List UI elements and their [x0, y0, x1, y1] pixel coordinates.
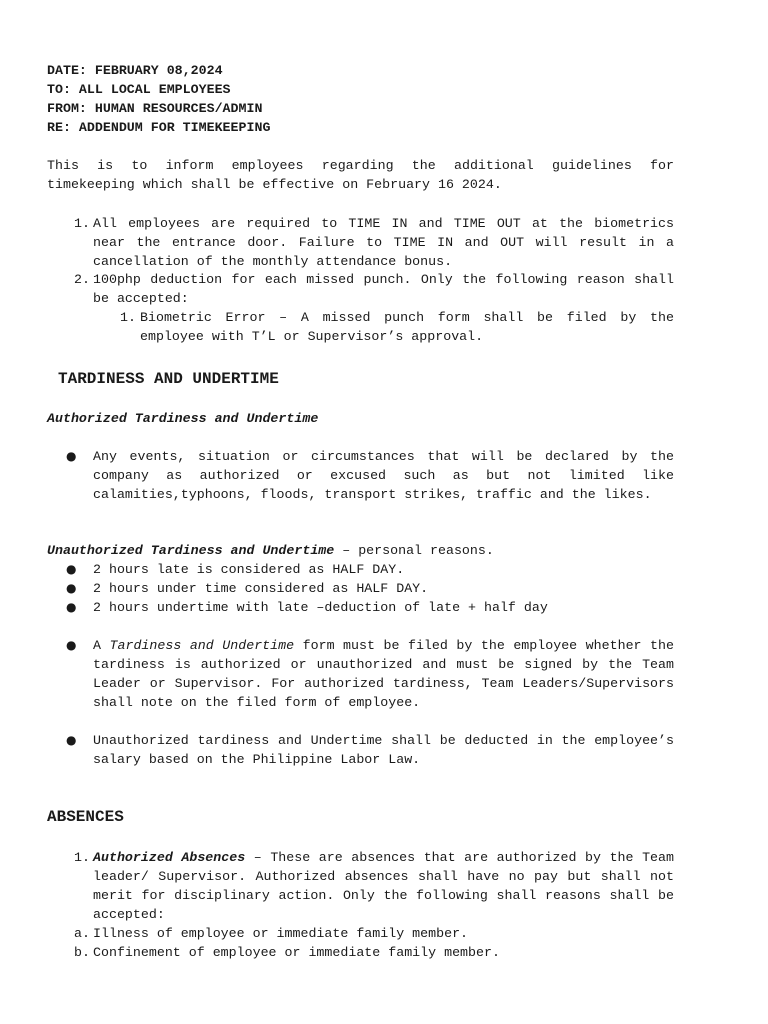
list-item: 100php deduction for each missed punch. Only the following reason shall be accepted:: [93, 272, 674, 306]
bullet-item: 2 hours late is considered as HALF DAY.: [93, 562, 405, 577]
unauthorized-suffix: – personal reasons.: [334, 543, 494, 558]
bullet-item-form: [93, 636, 674, 712]
sub-list-item-number: 1.: [120, 310, 136, 325]
bullet-item: 2 hours under time considered as HALF DAY.: [93, 581, 429, 596]
form-name: Tardiness and Undertime: [109, 638, 295, 653]
letter-item: Illness of employee or immediate family member.: [93, 926, 469, 941]
section-heading-tardiness: TARDINESS AND UNDERTIME: [58, 370, 279, 388]
bullet-icon: ●: [66, 581, 77, 595]
letter-item-marker: b.: [74, 945, 90, 960]
subheading-authorized: Authorized Tardiness and Undertime: [47, 411, 319, 426]
bullet-icon: ●: [66, 638, 77, 652]
list-item: All employees are required to TIME IN and TIME OUT at the biometrics near the entrance door. Failure to TIME IN and OUT will result in a cancellation of the monthly attendance bonus.: [93, 216, 674, 269]
memo-subject: RE: ADDENDUM FOR TIMEKEEPING: [47, 120, 271, 135]
list-item-number: 2.: [74, 272, 90, 287]
bullet-icon: ●: [66, 600, 77, 614]
authorized-absences-text: – These are absences that are authorized by the Team leader/ Supervisor. Authorized absences shall have no pay but shall not merit for disciplinary action. Only the following shall reasons shall be accepted:: [93, 850, 674, 922]
list-item-number: 1.: [74, 850, 90, 865]
letter-item-marker: a.: [74, 926, 90, 941]
subheading-unauthorized: [47, 541, 674, 560]
bullet-item: Any events, situation or circumstances that will be declared by the company as authorized or excused such as but not limited like calamities,typhoons, floods, transport strikes, traffic and the likes.: [93, 449, 674, 502]
bullet-icon: ●: [66, 449, 77, 463]
form-prefix: A: [93, 638, 110, 653]
intro-paragraph: This is to inform employees regarding the additional guidelines for timekeeping which shall be effective on February 16 2024.: [47, 158, 674, 192]
list-item-number: 1.: [74, 216, 90, 231]
bullet-icon: ●: [66, 562, 77, 576]
memo-from: FROM: HUMAN RESOURCES/ADMIN: [47, 101, 263, 116]
bullet-item: 2 hours undertime with late –deduction of late + half day: [93, 600, 548, 615]
bullet-icon: ●: [66, 733, 77, 747]
unauthorized-label: Unauthorized Tardiness and Undertime: [47, 543, 335, 558]
section-heading-absences: ABSENCES: [47, 808, 124, 826]
sub-list-item: Biometric Error – A missed punch form shall be filed by the employee with T’L or Supervisor’s approval.: [140, 310, 674, 344]
authorized-absences-label: Authorized Absences: [93, 850, 246, 865]
letter-item: Confinement of employee or immediate family member.: [93, 945, 500, 960]
bullet-item: Unauthorized tardiness and Undertime shall be deducted in the employee’s salary based on the Philippine Labor Law.: [93, 733, 674, 767]
form-rest: form must be filed by the employee whether the tardiness is authorized or unauthorized and must be signed by the Team Leader or Supervisor. For authorized tardiness, Team Leaders/Supervisors shall note on the filed form of employee.: [93, 638, 674, 710]
list-item-authorized-absences: [93, 848, 674, 924]
memo-date: DATE: FEBRUARY 08,2024: [47, 63, 223, 78]
memo-to: TO: ALL LOCAL EMPLOYEES: [47, 82, 231, 97]
